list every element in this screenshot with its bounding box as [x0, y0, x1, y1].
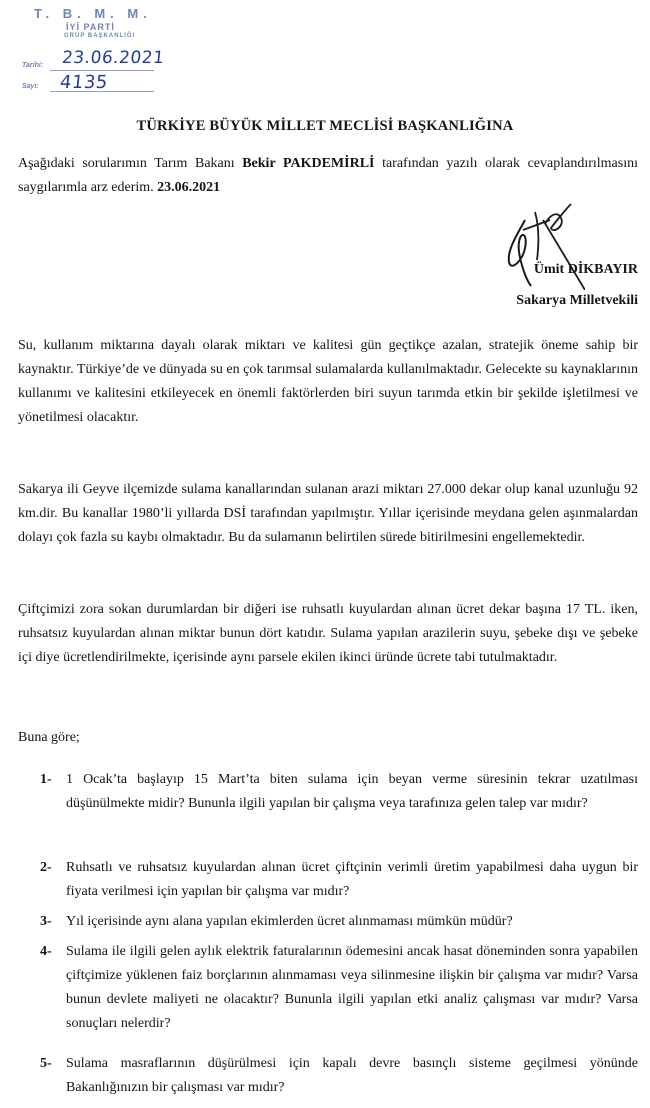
intro-date: 23.06.2021: [157, 180, 221, 195]
question-number: 2-: [40, 860, 52, 875]
body-paragraph: Çiftçimizi zora sokan durumlardan bir diğeri ise ruhsatlı kuyulardan alınan ücret dekar başına 17 TL. iken, ruhsatsız kuyulardan alınan miktar bunun dört katıdır. Sulama yapılan arazilerin suyu, şebeke dışı ve şebeke içi diye ücretlendirilmekte, içerisinde aynı parsele ekilen ikinci üründe ücrete tabi tutulmaktadır.: [18, 602, 638, 665]
question-text: Sulama masraflarının düşürülmesi için kapalı devre basınçlı sisteme geçilmesi yönünde Bakanlığınızın bir çalışması var mıdır?: [66, 1056, 638, 1095]
question-text: Ruhsatlı ve ruhsatsız kuyulardan alınan ücret çiftçinin verimli üretim yapabilmesi daha uygun bir fiyata verilmesi için yapılan bir çalışma var mıdır?: [66, 860, 638, 899]
question-item: [18, 940, 638, 1036]
minister-name: Bekir PAKDEMİRLİ: [242, 156, 375, 171]
question-item: [18, 1052, 638, 1100]
signer-role: Sakarya Milletvekili: [516, 293, 638, 308]
stamp-number-value: 4135: [58, 72, 109, 93]
question-number: 3-: [40, 914, 52, 929]
question-item: [18, 910, 638, 934]
question-text: Yıl içerisinde aynı alana yapılan ekimlerden ücret alınmaması mümkün müdür?: [66, 914, 513, 929]
question-item: [18, 768, 638, 816]
intro-text-start: Aşağıdaki sorularımın Tarım Bakanı: [18, 156, 243, 171]
body-paragraph: Sakarya ili Geyve ilçemizde sulama kanallarından sulanan arazi miktarı 27.000 dekar olup kanal uzunluğu 92 km.dir. Bu kanallar 1980’li yıllarda DSİ tarafından yapılmıştır. Yıllar içerisinde meydana gelen aşınmalardan dolayı çok fazla su kaybı olmaktadır. Bu da sulamanın belirtilen sürede bitirilmesini engellemektedir.: [18, 482, 638, 545]
signer-name: Ümit DİKBAYIR: [533, 262, 638, 277]
stamp-group: GRUP BAŞKANLIĞI: [64, 33, 136, 39]
stamp-date-value: 23.06.2021: [60, 48, 166, 68]
stamp-date-line: [50, 70, 154, 71]
stamp-party: İYİ PARTİ: [66, 22, 115, 32]
document-title: TÜRKİYE BÜYÜK MİLLET MECLİSİ BAŞKANLIĞINA: [136, 118, 514, 134]
stamp-organization: T. B. M. M.: [34, 6, 152, 21]
stamp-number-label: Sayı:: [22, 83, 39, 90]
stamp-date-label: Tarihi:: [22, 62, 44, 69]
accordingly-label: Buna göre;: [18, 730, 80, 745]
question-text: 1 Ocak’ta başlayıp 15 Mart’ta biten sulama için beyan verme süresinin tekrar uzatılması düşünülmekte midir? Bununla ilgili yapılan bir çalışma veya tarafınıza gelen talep var mıdır?: [66, 772, 638, 811]
question-text: Sulama ile ilgili gelen aylık elektrik faturalarının ödemesini ancak hasat döneminden sonra yapabilen çiftçimize yüklenen faiz borçlarının alınmaması veya silinmesine ilişkin bir çalışma var mıdır? Varsa bunun devlete maliyeti ne olacaktır? Bununla ilgili yapılan etki analiz çalışması var mıdır? Varsa sonuçları nelerdir?: [66, 944, 638, 1031]
body-paragraph: Su, kullanım miktarına dayalı olarak miktarı ve kalitesi gün geçtikçe azalan, stratejik öneme sahip bir kaynaktır. Türkiye’de ve dünyada su en çok tarımsal sulamalarda kullanılmaktadır. Gelecekte su kaynaklarının kullanımı ve kalitesini etkileyecek en önemli faktörlerden biri suyun tarımda etkin bir şekilde işletilmesi ve yönetilmesi olacaktır.: [18, 338, 638, 425]
question-item: [18, 856, 638, 904]
question-number: 4-: [40, 944, 52, 959]
question-number: 1-: [40, 772, 52, 787]
intro-text-middle: tarafından yazılı olarak cevaplandırılmasını saygılarımla arz ederim.: [18, 156, 638, 195]
question-number: 5-: [40, 1056, 52, 1071]
